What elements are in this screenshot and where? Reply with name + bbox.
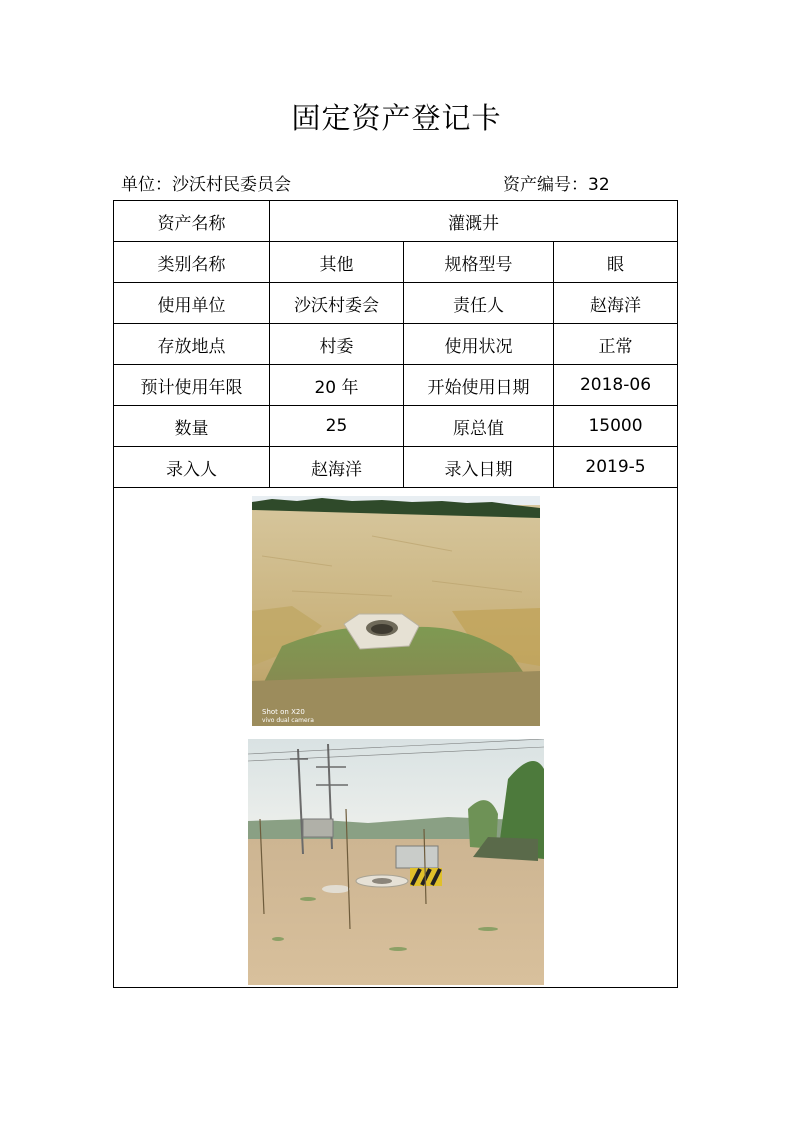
original-value-value: 15000 xyxy=(554,406,678,447)
asset-name-label: 资产名称 xyxy=(114,201,270,242)
asset-number-field xyxy=(503,170,610,195)
wheat-field-well-image xyxy=(252,496,540,726)
asset-name-value: 灌溉井 xyxy=(270,201,678,242)
user-unit-label: 使用单位 xyxy=(114,283,270,324)
entry-date-value: 2019-5 xyxy=(554,447,678,488)
start-date-label: 开始使用日期 xyxy=(404,365,554,406)
photo-watermark-line2: vivo dual camera xyxy=(261,717,314,724)
asset-card-table xyxy=(113,200,678,988)
status-label: 使用状况 xyxy=(404,324,554,365)
original-value-label: 原总值 xyxy=(404,406,554,447)
entered-by-label: 录入人 xyxy=(114,447,270,488)
status-value: 正常 xyxy=(554,324,678,365)
table-row xyxy=(114,201,678,242)
category-label: 类别名称 xyxy=(114,242,270,283)
user-unit-value: 沙沃村委会 xyxy=(270,283,404,324)
table-row xyxy=(114,283,678,324)
location-value: 村委 xyxy=(270,324,404,365)
spec-value: 眼 xyxy=(554,242,678,283)
entered-by-value: 赵海洋 xyxy=(270,447,404,488)
wheat-field-well-photo xyxy=(252,496,540,726)
table-row xyxy=(114,324,678,365)
responsible-label: 责任人 xyxy=(404,283,554,324)
quantity-value: 25 xyxy=(270,406,404,447)
service-life-label: 预计使用年限 xyxy=(114,365,270,406)
asset-number-value: 32 xyxy=(588,175,610,195)
table-row xyxy=(114,242,678,283)
photo-cell xyxy=(114,488,678,988)
responsible-value: 赵海洋 xyxy=(554,283,678,324)
table-row xyxy=(114,365,678,406)
unit-field xyxy=(121,170,291,195)
table-row xyxy=(114,447,678,488)
start-date-value: 2018-06 xyxy=(554,365,678,406)
unit-label: 单位： xyxy=(121,175,172,195)
page-title: 固定资产登记卡 xyxy=(291,101,502,135)
unit-value: 沙沃村民委员会 xyxy=(172,175,291,195)
table-row xyxy=(114,406,678,447)
category-value: 其他 xyxy=(270,242,404,283)
photo-row xyxy=(114,488,678,988)
asset-number-label: 资产编号： xyxy=(503,175,588,195)
location-label: 存放地点 xyxy=(114,324,270,365)
quantity-label: 数量 xyxy=(114,406,270,447)
spec-label: 规格型号 xyxy=(404,242,554,283)
service-life-value: 20 年 xyxy=(270,365,404,406)
pump-station-photo xyxy=(248,739,544,985)
entry-date-label: 录入日期 xyxy=(404,447,554,488)
photo-watermark-line1: Shot on X20 xyxy=(261,708,305,716)
pump-station-image xyxy=(248,739,544,985)
